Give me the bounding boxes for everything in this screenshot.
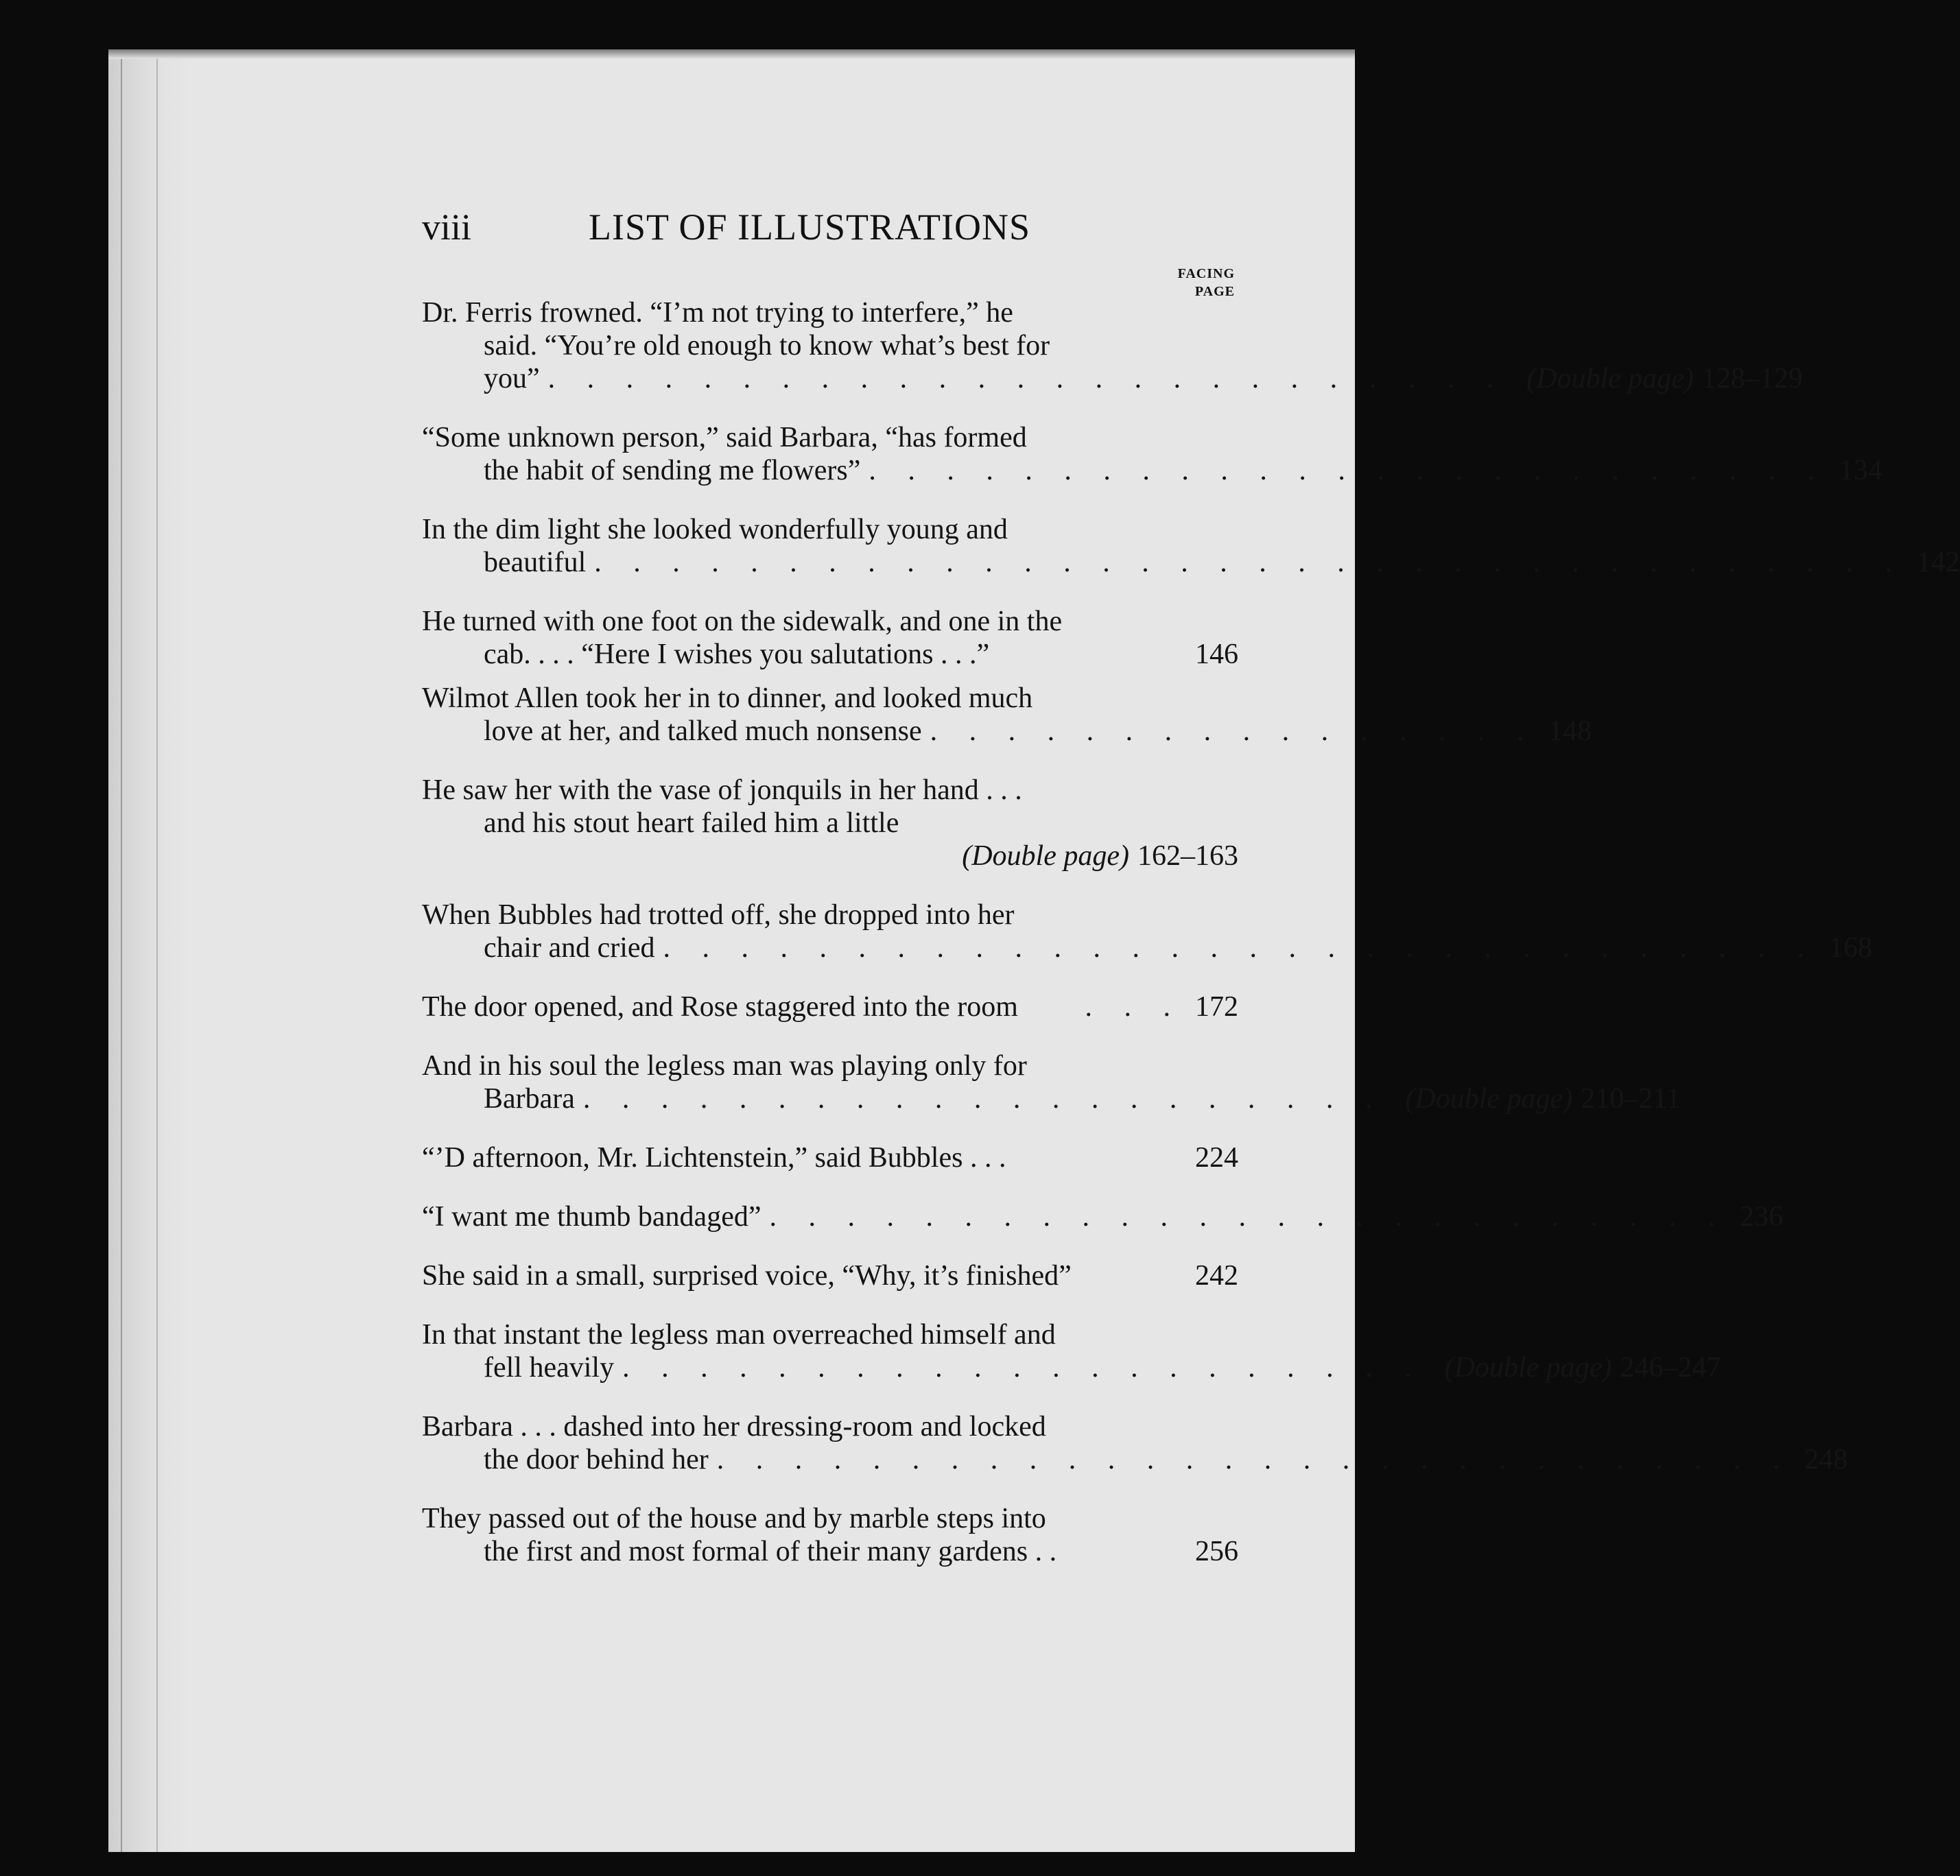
gutter-line <box>121 49 122 1852</box>
entry-line: The door opened, and Rose staggered into the room <box>422 991 1018 1023</box>
leader-dots: . . . . . . . . . . . . . . . . . . . . . <box>622 1352 1424 1384</box>
list-item <box>422 1410 1848 1476</box>
entry-line: the first and most formal of their many gardens . . <box>484 1536 1057 1567</box>
list-item <box>422 1141 1238 1174</box>
entry-line: chair and cried <box>484 932 655 964</box>
leader-dots: . . . . . . . . . . . . . . . . . . . . . . . . . . . . . . . . . . <box>594 547 1904 578</box>
entry-last-line <box>422 931 1873 964</box>
entry-line: beautiful <box>484 547 587 578</box>
leader-dots: . . . . . . . . . . . . . . . . . . . . . . . . . <box>547 363 1507 394</box>
entry-line: He turned with one foot on the sidewalk, and one in the <box>422 606 1063 637</box>
entry-line: She said in a small, surprised voice, “Why, it’s finished” <box>422 1260 1072 1292</box>
leader-dots: . . . . . . . . . . . . . . . . . . . . . . . . . <box>869 455 1827 486</box>
entry-last-line <box>422 638 1238 671</box>
list-item <box>422 605 1238 671</box>
entry-line: In that instant the legless man overreached himself and <box>422 1319 1056 1351</box>
entry-last-line <box>422 715 1592 748</box>
leader-dots: . . . <box>1085 991 1183 1023</box>
list-item <box>422 296 1803 395</box>
leader-dots: . . . . . . . . . . . . . . . . . . . . . . . . . . . . <box>716 1444 1793 1475</box>
entry-line: fell heavily <box>484 1352 615 1384</box>
entry-line: “I want me thumb bandaged” <box>422 1201 761 1233</box>
entry-line: Dr. Ferris frowned. “I’m not trying to interfere,” he <box>422 297 1013 329</box>
entry-line: Wilmot Allen took her in to dinner, and looked much <box>422 682 1033 714</box>
entry-line: “’D afternoon, Mr. Lichtenstein,” said Bubbles . . . <box>422 1142 1006 1174</box>
page-ref: 128–129 <box>1701 363 1803 394</box>
leader-dots: . . . . . . . . . . . . . . . . . . . . . <box>582 1083 1385 1115</box>
double-page-note: (Double page) <box>1405 1083 1573 1115</box>
entry-line: In the dim light she looked wonderfully young and <box>422 514 1008 545</box>
double-page-note: (Double page) <box>962 840 1129 872</box>
list-item <box>422 990 1238 1023</box>
list-item <box>422 421 1882 487</box>
entry-line: the door behind her <box>484 1444 709 1475</box>
entry-last-line <box>422 1351 1721 1384</box>
illustration-list <box>422 296 1960 1594</box>
entry-last-line <box>422 546 1960 579</box>
leader-dots: . . . . . . . . . . . . . . . . <box>930 715 1537 747</box>
list-item <box>422 774 1238 872</box>
leader-dots: . . . . . . . . . . . . . . . . . . . . . . . . . . . . . . <box>663 932 1817 964</box>
page-ref: 224 <box>1195 1142 1238 1174</box>
page-ref: 162–163 <box>1137 840 1238 872</box>
running-head-text <box>422 206 1194 261</box>
page-ref: 246–247 <box>1620 1352 1721 1384</box>
page-top-shadow <box>108 49 1355 59</box>
page-ref: 256 <box>1195 1536 1238 1567</box>
entry-last-line <box>422 1200 1783 1233</box>
entry-line: They passed out of the house and by marble steps into <box>422 1503 1046 1534</box>
entry-line: When Bubbles had trotted off, she dropped into her <box>422 899 1015 931</box>
facing-label-line: FACING <box>1177 266 1235 281</box>
list-item <box>422 1502 1238 1568</box>
page-ref: 172 <box>1195 991 1238 1023</box>
page-ref: 148 <box>1548 715 1592 747</box>
entry-line: the habit of sending me flowers” <box>484 455 861 486</box>
entry-last-line <box>422 990 1238 1023</box>
double-page-note: (Double page) <box>1444 1352 1612 1384</box>
entry-line: you” <box>484 363 540 394</box>
list-item <box>422 1200 1783 1233</box>
page-ref: 248 <box>1804 1444 1848 1475</box>
heading: LIST OF ILLUSTRATIONS <box>589 206 1031 248</box>
folio: viii <box>422 206 472 248</box>
list-item <box>422 1049 1681 1115</box>
page-ref: 146 <box>1195 639 1238 670</box>
leader-dots: . . . . . . . . . . . . . . . . . . . . . . . . . <box>769 1201 1727 1233</box>
entry-line: And in his soul the legless man was playing only for <box>422 1050 1027 1082</box>
page-ref: 134 <box>1839 455 1882 486</box>
list-item <box>422 1259 1238 1292</box>
page-ref: 210–211 <box>1581 1083 1681 1115</box>
entry-line: He saw her with the vase of jonquils in her hand . . . <box>422 774 1022 806</box>
facing-page-label <box>1159 265 1235 300</box>
entry-line: love at her, and talked much nonsense <box>484 715 922 747</box>
page-ref: 236 <box>1739 1201 1783 1233</box>
entry-last-line <box>422 840 1238 872</box>
gutter-line <box>156 49 158 1852</box>
entry-line: cab. . . . “Here I wishes you salutations . . .” <box>484 639 990 670</box>
entry-last-line <box>422 1141 1238 1174</box>
double-page-note: (Double page) <box>1526 363 1694 394</box>
entry-last-line <box>422 1082 1681 1115</box>
page-ref: 168 <box>1829 932 1873 964</box>
entry-line: “Some unknown person,” said Barbara, “has formed <box>422 422 1027 453</box>
entry-last-line <box>422 362 1803 395</box>
page-ref: 142 <box>1916 547 1960 578</box>
entry-last-line <box>422 1535 1238 1568</box>
entry-line: said. “You’re old enough to know what’s best for <box>484 330 1050 361</box>
entry-last-line <box>422 1443 1848 1476</box>
list-item <box>422 899 1873 964</box>
entry-line: Barbara <box>484 1083 575 1115</box>
entry-line: and his stout heart failed him a little <box>484 807 899 839</box>
page-ref: 242 <box>1195 1260 1238 1292</box>
list-item <box>422 513 1960 579</box>
list-item <box>422 1318 1721 1384</box>
entry-last-line <box>422 454 1882 487</box>
list-item <box>422 682 1592 748</box>
facing-label-line: PAGE <box>1194 284 1235 299</box>
entry-line: Barbara . . . dashed into her dressing-room and locked <box>422 1411 1046 1442</box>
entry-last-line <box>422 1259 1238 1292</box>
